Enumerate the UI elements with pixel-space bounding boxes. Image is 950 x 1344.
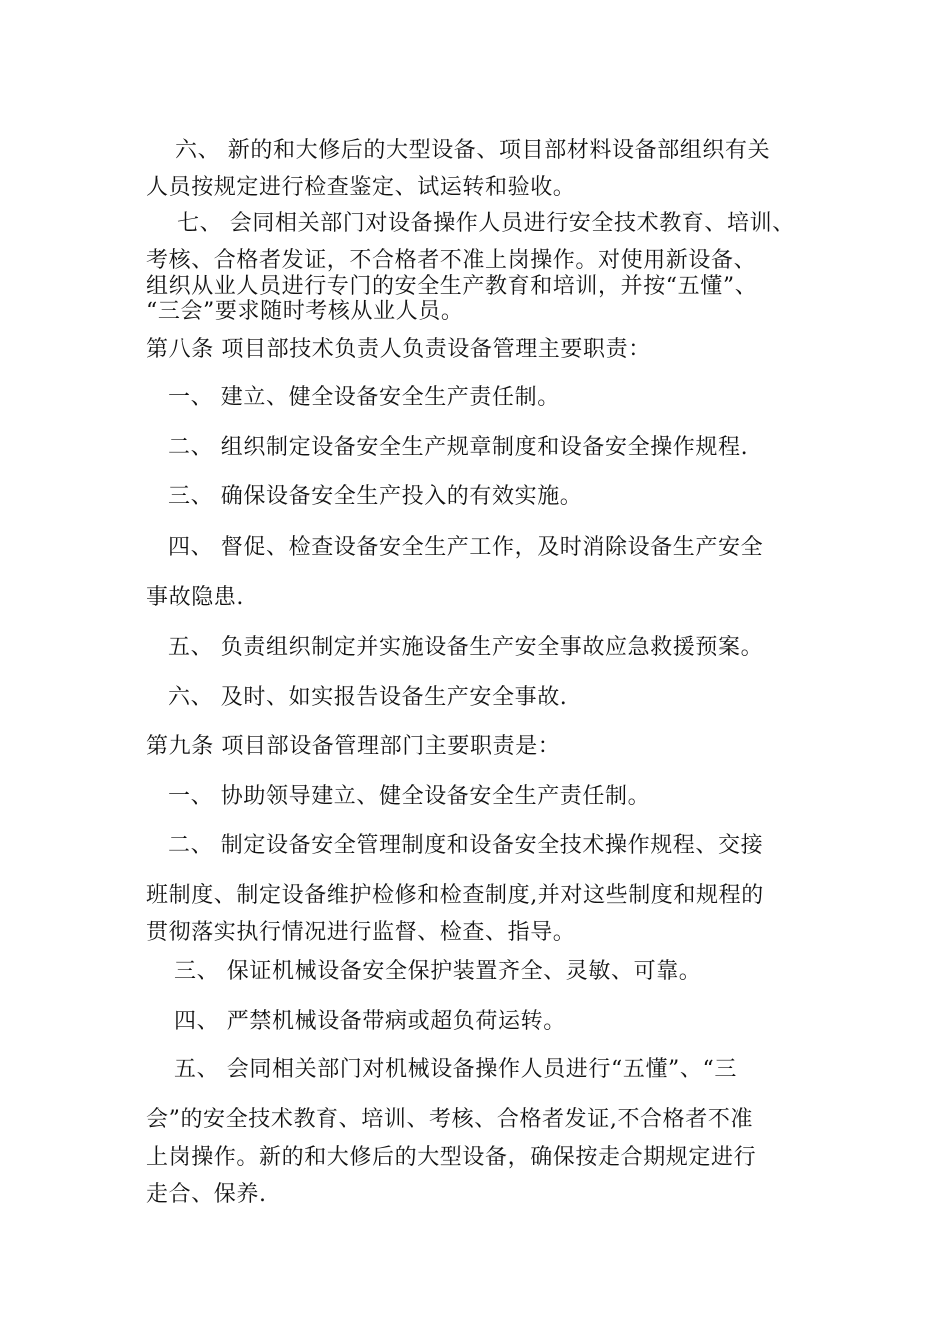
text-line: 六、 及时、如实报告设备生产安全事故.: [168, 685, 568, 710]
text-line: 一、 协助领导建立、健全设备安全生产责任制。: [168, 784, 651, 809]
text-line: 人员按规定进行检查鉴定、试运转和验收。: [146, 175, 576, 200]
text-line: 考核、合格者发证，不合格者不准上岗操作。对使用新设备、: [146, 248, 757, 273]
text-line: 二、 制定设备安全管理制度和设备安全技术操作规程、交接: [168, 833, 764, 858]
text-line: 四、 督促、检查设备安全生产工作，及时消除设备生产安全: [168, 535, 764, 560]
text-line: 三、 确保设备安全生产投入的有效实施。: [168, 484, 583, 509]
text-line: 七、 会同相关部门对设备操作人员进行安全技术教育、培训、: [177, 211, 795, 236]
text-line: 上岗操作。新的和大修后的大型设备，确保按走合期规定进行: [146, 1145, 757, 1170]
text-line: 一、 建立、健全设备安全生产责任制。: [168, 385, 560, 410]
section-heading: 第九条 项目部设备管理部门主要职责是：: [146, 734, 561, 759]
text-line: 三、 保证机械设备安全保护装置齐全、灵敏、可靠。: [174, 959, 702, 984]
text-line: 四、 严禁机械设备带病或超负荷运转。: [174, 1009, 566, 1034]
text-line: 班制度、制定设备维护检修和检查制度,并对这些制度和规程的: [146, 883, 764, 908]
text-line: 五、 负责组织制定并实施设备生产安全事故应急救援预案。: [168, 635, 764, 660]
section-heading: 第八条 项目部技术负责人负责设备管理主要职责：: [146, 337, 651, 362]
text-line: 走合、保养.: [146, 1182, 267, 1207]
text-line: 五、 会同相关部门对机械设备操作人员进行“五懂”、“三: [174, 1057, 737, 1082]
text-line: 会”的安全技术教育、培训、考核、合格者发证,不合格者不准: [146, 1107, 754, 1132]
text-line: 贯彻落实执行情况进行监督、检查、指导。: [146, 920, 576, 945]
text-line: “三会”要求随时考核从业人员。: [146, 299, 464, 324]
text-line: 二、 组织制定设备安全生产规章制度和设备安全操作规程.: [168, 435, 749, 460]
text-line: 六、 新的和大修后的大型设备、项目部材料设备部组织有关: [175, 138, 771, 163]
text-line: 事故隐患.: [146, 585, 244, 610]
text-line: 组织从业人员进行专门的安全生产教育和培训，并按“五懂”、: [146, 274, 758, 299]
